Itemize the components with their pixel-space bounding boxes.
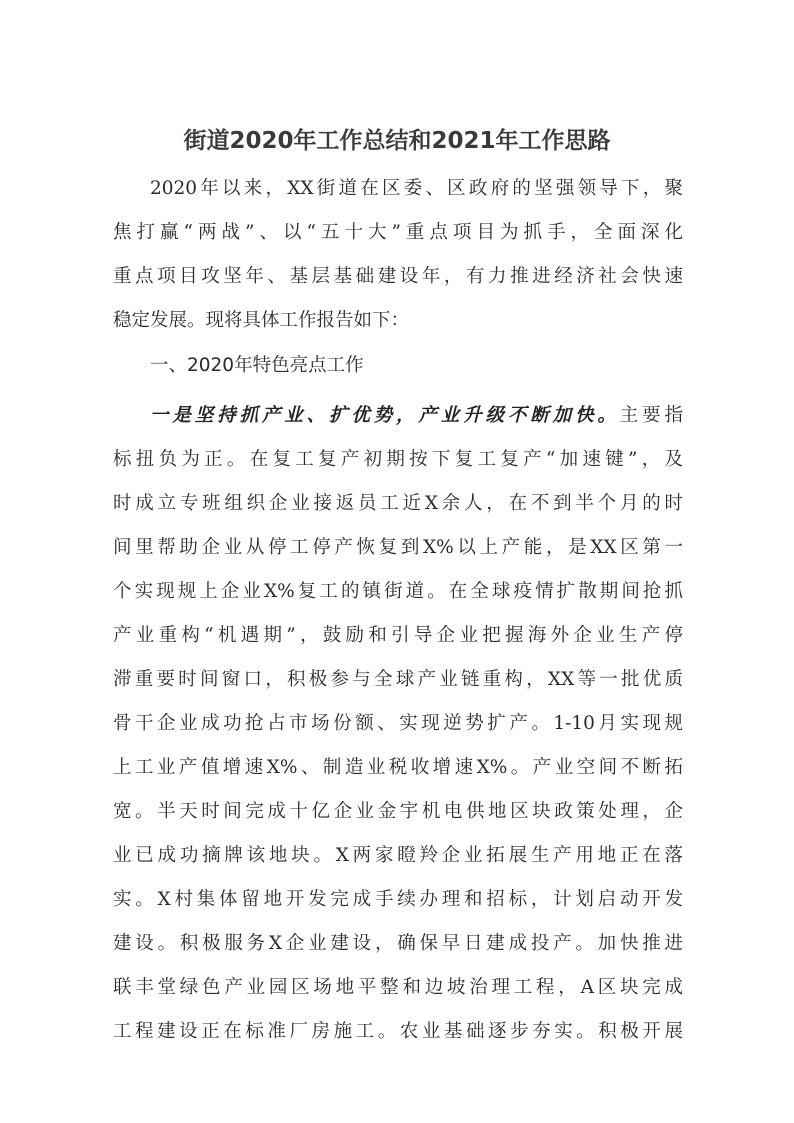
para1-line: 产业重构“机遇期”，鼓励和引导企业把握海外企业生产停 (113, 625, 683, 646)
para1-first-line (150, 401, 683, 431)
intro-line-3: 重点项目攻坚年、基层基础建设年，有力推进经济社会快速 (113, 266, 683, 287)
section-heading: 一、2020年特色亮点工作 (150, 355, 364, 376)
intro-line-4: 稳定发展。现将具体工作报告如下： (113, 310, 410, 331)
para1-line: 时成立专班组织企业接返员工近X余人，在不到半个月的时 (113, 493, 683, 514)
para1-line: 工程建设正在标准厂房施工。农业基础逐步夯实。积极开展 (113, 1021, 683, 1042)
para1-first-rest: 主要指 (619, 405, 683, 426)
para1-line: 上工业产值增速X%、制造业税收增速X%。产业空间不断拓 (113, 757, 683, 778)
intro-line-1: 2020年以来，XX街道在区委、区政府的坚强领导下，聚 (150, 178, 683, 199)
para1-line: 间里帮助企业从停工停产恢复到X%以上产能，是XX区第一 (113, 537, 683, 558)
para1-line: 实。X村集体留地开发完成手续办理和招标，计划启动开发 (113, 889, 683, 910)
para1-line: 滞重要时间窗口，积极参与全球产业链重构，XX等一批优质 (113, 669, 683, 690)
para1-line: 宽。半天时间完成十亿企业金宇机电供地区块政策处理，企 (113, 801, 683, 822)
para1-line: 联丰堂绿色产业园区场地平整和边坡治理工程，A区块完成 (113, 977, 683, 998)
para1-line: 个实现规上企业X%复工的镇街道。在全球疫情扩散期间抢抓 (113, 581, 683, 602)
intro-line-2: 焦打赢“两战”、以“五十大”重点项目为抓手，全面深化 (113, 222, 683, 243)
para1-line: 业已成功摘牌该地块。X两家瞪羚企业拓展生产用地正在落 (113, 845, 683, 866)
para1-line: 标扭负为正。在复工复产初期按下复工复产“加速键”，及 (113, 449, 683, 470)
para1-lead: 一是坚持抓产业、扩优势，产业升级不断加快。 (150, 405, 620, 426)
para1-line: 骨干企业成功抢占市场份额、实现逆势扩产。1-10月实现规 (113, 713, 683, 734)
para1-line: 建设。积极服务X企业建设，确保早日建成投产。加快推进 (113, 933, 683, 954)
document-title: 街道2020年工作总结和2021年工作思路 (183, 128, 611, 154)
